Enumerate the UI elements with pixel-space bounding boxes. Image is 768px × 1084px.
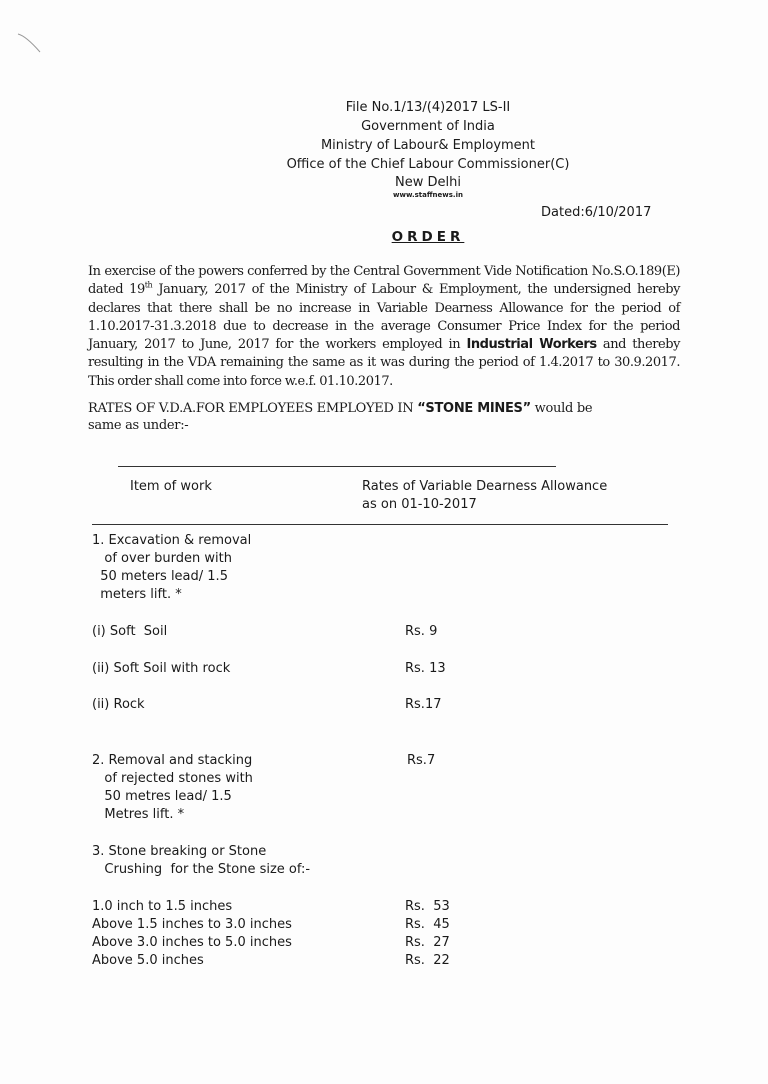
row-item: (i) Soft Soil: [92, 624, 168, 639]
row-item: Above 3.0 inches to 5.0 inches: [92, 935, 292, 950]
city-line: New Delhi: [395, 175, 461, 190]
col-header-rate: Rates of Variable Dearness Allowance: [362, 479, 608, 494]
section2-line: 2. Removal and stacking: [92, 753, 253, 768]
section1-line: 1. Excavation & removal: [92, 533, 252, 548]
section1-line: meters lift. *: [92, 587, 182, 602]
ministry-line: Ministry of Labour& Employment: [320, 138, 536, 153]
table-header-rule: [92, 524, 668, 525]
row-item: (ii) Rock: [92, 697, 145, 712]
row-rate: Rs. 45: [405, 917, 450, 932]
order-body: [88, 263, 680, 434]
row-rate: Rs.17: [405, 697, 442, 712]
order-paragraph: [88, 263, 680, 391]
order-title: ORDER: [391, 229, 465, 245]
date: Dated:6/10/2017: [541, 205, 652, 220]
row-rate: Rs. 22: [405, 953, 450, 968]
row-item: (ii) Soft Soil with rock: [92, 661, 231, 676]
section2-rate: Rs.7: [407, 753, 436, 768]
row-rate: Rs. 27: [405, 935, 450, 950]
stone-mines-bold: “STONE MINES”: [417, 401, 531, 417]
para-text-1: In exercise of the powers conferred by the Central Government Vide Notification No.S.O.189(E) dated 19: [88, 264, 680, 298]
table-top-rule: [118, 466, 556, 467]
scan-mark: [14, 28, 44, 58]
rates-intro-text: RATES OF V.D.A.FOR EMPLOYEES EMPLOYED IN: [88, 401, 418, 417]
col-header-item: Item of work: [130, 479, 212, 494]
rates-intro-tail: would be: [530, 401, 593, 417]
row-item: Above 5.0 inches: [92, 953, 204, 968]
section2-line: of rejected stones with: [92, 771, 253, 786]
row-rate: Rs. 9: [405, 624, 438, 639]
superscript: th: [144, 280, 153, 290]
industrial-workers-bold: Industrial Workers: [466, 337, 597, 353]
rates-intro-line2: same as under:-: [88, 418, 189, 434]
row-item: Above 1.5 inches to 3.0 inches: [92, 917, 292, 932]
para-text-2: January, 2017 of the Ministry of Labour & Employment, the undersigned hereby declares that there shall be no increase in Variable Dearness Allowance for the period of 1.10.2017-31.3.2018 due to decrease in the average Consumer Price Index for the period January, 2017 to June, 2017 for the workers employed in: [88, 282, 680, 353]
section2-line: 50 metres lead/ 1.5: [92, 789, 232, 804]
section3-line: Crushing for the Stone size of:-: [92, 862, 311, 877]
row-rate: Rs. 53: [405, 899, 450, 914]
section1-line: 50 meters lead/ 1.5: [92, 569, 228, 584]
rates-intro: [88, 400, 680, 417]
col-header-rate-date: as on 01-10-2017: [362, 497, 477, 512]
file-number: File No.1/13/(4)2017 LS-II: [345, 100, 511, 115]
row-rate: Rs. 13: [405, 661, 446, 676]
row-item: 1.0 inch to 1.5 inches: [92, 899, 233, 914]
section3-line: 3. Stone breaking or Stone: [92, 844, 267, 859]
para-text-3: and thereby resulting in the VDA remaining the same as it was during the period of 1.4.2017 to 30.9.2017. This order shall come into force w.e.f. 01.10.2017.: [88, 337, 680, 389]
government-line: Government of India: [361, 119, 495, 134]
office-line: Office of the Chief Labour Commissioner(C): [286, 157, 570, 172]
section2-line: Metres lift. *: [92, 807, 185, 822]
section1-line: of over burden with: [92, 551, 232, 566]
watermark-url: www.staffnews.in: [393, 191, 463, 199]
